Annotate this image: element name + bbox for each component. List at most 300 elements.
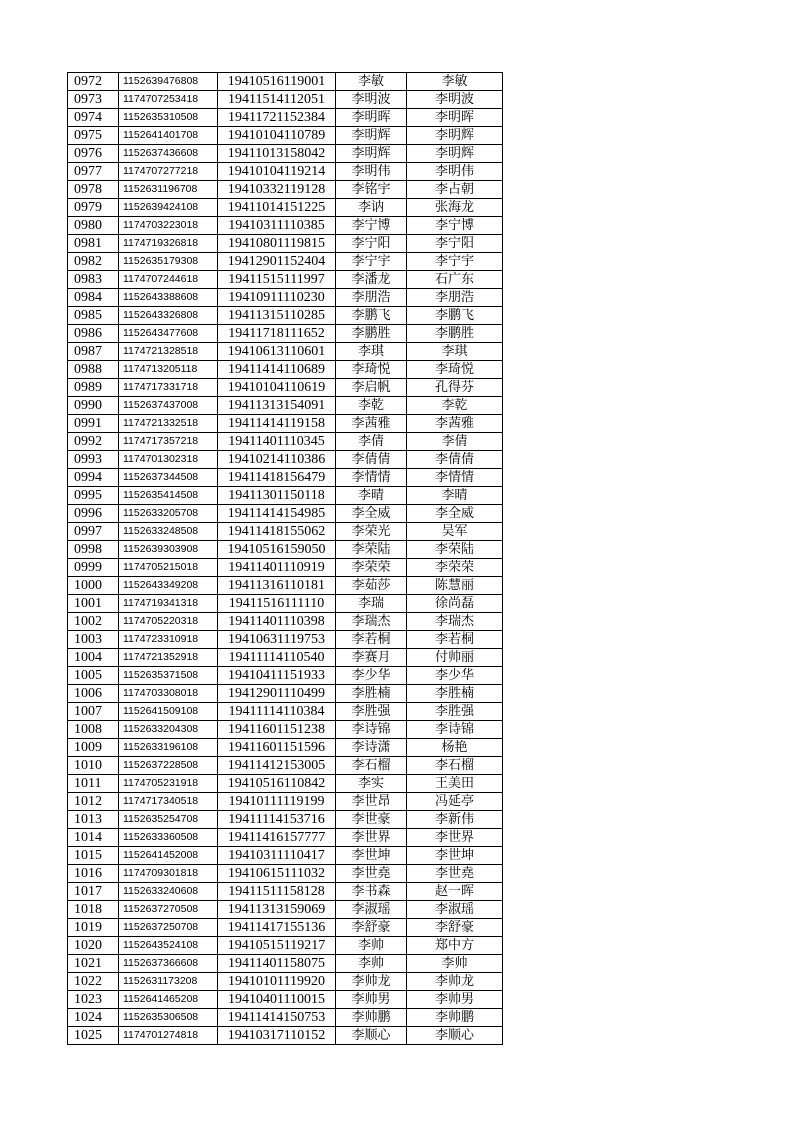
matched-name-cell: 李若桐	[407, 631, 503, 649]
exam-number-cell: 19411414154985	[218, 505, 336, 523]
table-row	[68, 325, 503, 343]
table-row	[68, 1009, 503, 1027]
exam-number-cell: 19410101119920	[218, 973, 336, 991]
name-cell: 李琦悦	[336, 361, 407, 379]
exam-number-cell: 19411601151238	[218, 721, 336, 739]
name-cell: 李明伟	[336, 163, 407, 181]
id-number-cell: 1174701274818	[119, 1027, 218, 1045]
name-cell: 李乾	[336, 397, 407, 415]
matched-name-cell: 李帅龙	[407, 973, 503, 991]
sequence-number-cell: 1005	[68, 667, 119, 685]
exam-number-cell: 19410401110015	[218, 991, 336, 1009]
sequence-number-cell: 0976	[68, 145, 119, 163]
sequence-number-cell: 1000	[68, 577, 119, 595]
exam-number-cell: 19410911110230	[218, 289, 336, 307]
name-cell: 李宁宇	[336, 253, 407, 271]
table-row	[68, 703, 503, 721]
exam-number-cell: 19410311110417	[218, 847, 336, 865]
table-row	[68, 955, 503, 973]
name-cell: 李宁阳	[336, 235, 407, 253]
name-cell: 李全威	[336, 505, 407, 523]
sequence-number-cell: 0985	[68, 307, 119, 325]
id-number-cell: 1152633240608	[119, 883, 218, 901]
table-row	[68, 433, 503, 451]
table-row	[68, 631, 503, 649]
sequence-number-cell: 0999	[68, 559, 119, 577]
name-cell: 李荣陆	[336, 541, 407, 559]
table-row	[68, 487, 503, 505]
exam-number-cell: 19411114110384	[218, 703, 336, 721]
exam-number-cell: 19410801119815	[218, 235, 336, 253]
sequence-number-cell: 0974	[68, 109, 119, 127]
id-number-cell: 1152639424108	[119, 199, 218, 217]
sequence-number-cell: 0991	[68, 415, 119, 433]
table-row	[68, 307, 503, 325]
matched-name-cell: 李荣陆	[407, 541, 503, 559]
id-number-cell: 1174705220318	[119, 613, 218, 631]
matched-name-cell: 李朋浩	[407, 289, 503, 307]
table-row	[68, 253, 503, 271]
sequence-number-cell: 0998	[68, 541, 119, 559]
table-row	[68, 181, 503, 199]
matched-name-cell: 李明辉	[407, 145, 503, 163]
sequence-number-cell: 0982	[68, 253, 119, 271]
name-cell: 李石榴	[336, 757, 407, 775]
matched-name-cell: 李石榴	[407, 757, 503, 775]
table-row	[68, 217, 503, 235]
table-row	[68, 649, 503, 667]
matched-name-cell: 李宁阳	[407, 235, 503, 253]
matched-name-cell: 李全威	[407, 505, 503, 523]
name-cell: 李讷	[336, 199, 407, 217]
matched-name-cell: 李明波	[407, 91, 503, 109]
name-cell: 李敏	[336, 73, 407, 91]
table-row	[68, 199, 503, 217]
sequence-number-cell: 1022	[68, 973, 119, 991]
table-row	[68, 865, 503, 883]
sequence-number-cell: 1004	[68, 649, 119, 667]
table-row	[68, 505, 503, 523]
id-number-cell: 1174709301818	[119, 865, 218, 883]
exam-number-cell: 19410111119199	[218, 793, 336, 811]
table-row	[68, 847, 503, 865]
id-number-cell: 1174719326818	[119, 235, 218, 253]
id-number-cell: 1152641452008	[119, 847, 218, 865]
sequence-number-cell: 0990	[68, 397, 119, 415]
table-row	[68, 991, 503, 1009]
sequence-number-cell: 1003	[68, 631, 119, 649]
sequence-number-cell: 1020	[68, 937, 119, 955]
id-number-cell: 1152635306508	[119, 1009, 218, 1027]
table-row	[68, 343, 503, 361]
matched-name-cell: 李倩	[407, 433, 503, 451]
exam-number-cell: 19411601151596	[218, 739, 336, 757]
name-cell: 李少华	[336, 667, 407, 685]
id-number-cell: 1152633204308	[119, 721, 218, 739]
table-row	[68, 793, 503, 811]
id-number-cell: 1152643326808	[119, 307, 218, 325]
id-number-cell: 1152643388608	[119, 289, 218, 307]
table-row	[68, 901, 503, 919]
sequence-number-cell: 0977	[68, 163, 119, 181]
name-cell: 李荣荣	[336, 559, 407, 577]
table-row	[68, 73, 503, 91]
table-row	[68, 667, 503, 685]
sequence-number-cell: 1018	[68, 901, 119, 919]
id-number-cell: 1152637437008	[119, 397, 218, 415]
matched-name-cell: 李茜雅	[407, 415, 503, 433]
exam-number-cell: 19411313159069	[218, 901, 336, 919]
matched-name-cell: 杨艳	[407, 739, 503, 757]
exam-number-cell: 19410104110789	[218, 127, 336, 145]
table-row	[68, 451, 503, 469]
sequence-number-cell: 1008	[68, 721, 119, 739]
id-number-cell: 1152637366608	[119, 955, 218, 973]
sequence-number-cell: 0986	[68, 325, 119, 343]
matched-name-cell: 李晴	[407, 487, 503, 505]
exam-number-cell: 19411417155136	[218, 919, 336, 937]
exam-number-cell: 19411114153716	[218, 811, 336, 829]
table-row	[68, 685, 503, 703]
id-number-cell: 1174705231918	[119, 775, 218, 793]
matched-name-cell: 李顺心	[407, 1027, 503, 1045]
table-row	[68, 145, 503, 163]
name-cell: 李世昂	[336, 793, 407, 811]
table-row	[68, 937, 503, 955]
exam-number-cell: 19411313154091	[218, 397, 336, 415]
matched-name-cell: 赵一晖	[407, 883, 503, 901]
exam-number-cell: 19412901152404	[218, 253, 336, 271]
table-row	[68, 595, 503, 613]
sequence-number-cell: 1013	[68, 811, 119, 829]
matched-name-cell: 李新伟	[407, 811, 503, 829]
sequence-number-cell: 1012	[68, 793, 119, 811]
id-number-cell: 1174701302318	[119, 451, 218, 469]
sequence-number-cell: 1009	[68, 739, 119, 757]
matched-name-cell: 李宁宇	[407, 253, 503, 271]
matched-name-cell: 李世坤	[407, 847, 503, 865]
sequence-number-cell: 0996	[68, 505, 119, 523]
id-number-cell: 1152641465208	[119, 991, 218, 1009]
exam-number-cell: 19411418156479	[218, 469, 336, 487]
id-number-cell: 1152631173208	[119, 973, 218, 991]
table-row	[68, 523, 503, 541]
matched-name-cell: 孔得芬	[407, 379, 503, 397]
exam-number-cell: 19410332119128	[218, 181, 336, 199]
matched-name-cell: 李鹏胜	[407, 325, 503, 343]
table-row	[68, 271, 503, 289]
name-cell: 李赛月	[336, 649, 407, 667]
id-number-cell: 1174723310918	[119, 631, 218, 649]
name-cell: 李潘龙	[336, 271, 407, 289]
name-cell: 李鹏胜	[336, 325, 407, 343]
matched-name-cell: 李明辉	[407, 127, 503, 145]
id-number-cell: 1152639303908	[119, 541, 218, 559]
matched-name-cell: 李世界	[407, 829, 503, 847]
matched-name-cell: 张海龙	[407, 199, 503, 217]
name-cell: 李茹莎	[336, 577, 407, 595]
name-cell: 李世界	[336, 829, 407, 847]
id-number-cell: 1174717357218	[119, 433, 218, 451]
matched-name-cell: 李帅鹏	[407, 1009, 503, 1027]
name-cell: 李实	[336, 775, 407, 793]
name-cell: 李琪	[336, 343, 407, 361]
sequence-number-cell: 1002	[68, 613, 119, 631]
id-number-cell: 1152643349208	[119, 577, 218, 595]
name-cell: 李若桐	[336, 631, 407, 649]
exam-number-cell: 19410411151933	[218, 667, 336, 685]
id-number-cell: 1152643477608	[119, 325, 218, 343]
name-cell: 李宁博	[336, 217, 407, 235]
matched-name-cell: 李宁博	[407, 217, 503, 235]
sequence-number-cell: 1007	[68, 703, 119, 721]
sequence-number-cell: 0989	[68, 379, 119, 397]
id-number-cell: 1174703308018	[119, 685, 218, 703]
sequence-number-cell: 0984	[68, 289, 119, 307]
id-number-cell: 1152635179308	[119, 253, 218, 271]
id-number-cell: 1174713205118	[119, 361, 218, 379]
name-cell: 李诗锦	[336, 721, 407, 739]
sequence-number-cell: 1006	[68, 685, 119, 703]
id-number-cell: 1174719341318	[119, 595, 218, 613]
matched-name-cell: 李淑瑶	[407, 901, 503, 919]
matched-name-cell: 冯延亭	[407, 793, 503, 811]
id-number-cell: 1174703223018	[119, 217, 218, 235]
name-cell: 李铭宇	[336, 181, 407, 199]
name-cell: 李明晖	[336, 109, 407, 127]
id-number-cell: 1152637436608	[119, 145, 218, 163]
id-number-cell: 1152637228508	[119, 757, 218, 775]
exam-number-cell: 19411718111652	[218, 325, 336, 343]
sequence-number-cell: 0975	[68, 127, 119, 145]
name-cell: 李帅	[336, 937, 407, 955]
table-row	[68, 577, 503, 595]
matched-name-cell: 李琦悦	[407, 361, 503, 379]
id-number-cell: 1174707277218	[119, 163, 218, 181]
matched-name-cell: 李世堯	[407, 865, 503, 883]
sequence-number-cell: 1016	[68, 865, 119, 883]
id-number-cell: 1152631196708	[119, 181, 218, 199]
exam-number-cell: 19411515111997	[218, 271, 336, 289]
sequence-number-cell: 1024	[68, 1009, 119, 1027]
name-cell: 李晴	[336, 487, 407, 505]
name-cell: 李朋浩	[336, 289, 407, 307]
exam-number-cell: 19411516111110	[218, 595, 336, 613]
matched-name-cell: 徐尚磊	[407, 595, 503, 613]
name-cell: 李世坤	[336, 847, 407, 865]
name-cell: 李倩	[336, 433, 407, 451]
id-number-cell: 1152643524108	[119, 937, 218, 955]
matched-name-cell: 李明晖	[407, 109, 503, 127]
id-number-cell: 1152641509108	[119, 703, 218, 721]
exam-number-cell: 19410104110619	[218, 379, 336, 397]
exam-number-cell: 19411114110540	[218, 649, 336, 667]
exam-number-cell: 19411014151225	[218, 199, 336, 217]
table-row	[68, 973, 503, 991]
sequence-number-cell: 1023	[68, 991, 119, 1009]
id-number-cell: 1152635414508	[119, 487, 218, 505]
table-row	[68, 775, 503, 793]
exam-number-cell: 19410615111032	[218, 865, 336, 883]
table-row	[68, 757, 503, 775]
matched-name-cell: 王美田	[407, 775, 503, 793]
exam-number-cell: 19410104119214	[218, 163, 336, 181]
matched-name-cell: 吴军	[407, 523, 503, 541]
exam-number-cell: 19410516110842	[218, 775, 336, 793]
sequence-number-cell: 1017	[68, 883, 119, 901]
sequence-number-cell: 1025	[68, 1027, 119, 1045]
table-row	[68, 109, 503, 127]
exam-number-cell: 19411511158128	[218, 883, 336, 901]
matched-name-cell: 李占朝	[407, 181, 503, 199]
name-cell: 李倩倩	[336, 451, 407, 469]
matched-name-cell: 李情情	[407, 469, 503, 487]
id-number-cell: 1152633248508	[119, 523, 218, 541]
name-cell: 李瑞杰	[336, 613, 407, 631]
exam-number-cell: 19410613110601	[218, 343, 336, 361]
id-number-cell: 1152635371508	[119, 667, 218, 685]
matched-name-cell: 李乾	[407, 397, 503, 415]
id-number-cell: 1174705215018	[119, 559, 218, 577]
id-number-cell: 1152633205708	[119, 505, 218, 523]
exam-number-cell: 19411401110345	[218, 433, 336, 451]
id-number-cell: 1152635254708	[119, 811, 218, 829]
sequence-number-cell: 1014	[68, 829, 119, 847]
matched-name-cell: 石广东	[407, 271, 503, 289]
matched-name-cell: 李胜楠	[407, 685, 503, 703]
table-row	[68, 163, 503, 181]
exam-number-cell: 19410515119217	[218, 937, 336, 955]
exam-number-cell: 19410311110385	[218, 217, 336, 235]
sequence-number-cell: 1001	[68, 595, 119, 613]
table-row	[68, 559, 503, 577]
name-cell: 李明波	[336, 91, 407, 109]
table-row	[68, 811, 503, 829]
name-cell: 李瑞	[336, 595, 407, 613]
matched-name-cell: 李敏	[407, 73, 503, 91]
table-row	[68, 721, 503, 739]
id-number-cell: 1174707253418	[119, 91, 218, 109]
sequence-number-cell: 0983	[68, 271, 119, 289]
exam-number-cell: 19411401158075	[218, 955, 336, 973]
exam-number-cell: 19411414150753	[218, 1009, 336, 1027]
matched-name-cell: 郑中方	[407, 937, 503, 955]
exam-number-cell: 19410214110386	[218, 451, 336, 469]
name-cell: 李世堯	[336, 865, 407, 883]
exam-number-cell: 19410631119753	[218, 631, 336, 649]
exam-number-cell: 19411316110181	[218, 577, 336, 595]
sequence-number-cell: 0987	[68, 343, 119, 361]
name-cell: 李情情	[336, 469, 407, 487]
name-cell: 李顺心	[336, 1027, 407, 1045]
table-row	[68, 415, 503, 433]
name-cell: 李世豪	[336, 811, 407, 829]
matched-name-cell: 李诗锦	[407, 721, 503, 739]
table-row	[68, 829, 503, 847]
matched-name-cell: 付帅丽	[407, 649, 503, 667]
id-number-cell: 1174721328518	[119, 343, 218, 361]
exam-number-cell: 19410516159050	[218, 541, 336, 559]
matched-name-cell: 陈慧丽	[407, 577, 503, 595]
data-table	[67, 72, 503, 1045]
matched-name-cell: 李倩倩	[407, 451, 503, 469]
id-number-cell: 1152637250708	[119, 919, 218, 937]
name-cell: 李鹏飞	[336, 307, 407, 325]
table-row	[68, 91, 503, 109]
exam-number-cell: 19411315110285	[218, 307, 336, 325]
exam-number-cell: 19411401110398	[218, 613, 336, 631]
table-row	[68, 127, 503, 145]
matched-name-cell: 李少华	[407, 667, 503, 685]
sequence-number-cell: 1010	[68, 757, 119, 775]
id-number-cell: 1152633360508	[119, 829, 218, 847]
exam-number-cell: 19412901110499	[218, 685, 336, 703]
name-cell: 李帅	[336, 955, 407, 973]
id-number-cell: 1152637344508	[119, 469, 218, 487]
sequence-number-cell: 0994	[68, 469, 119, 487]
id-number-cell: 1152639476808	[119, 73, 218, 91]
name-cell: 李荣光	[336, 523, 407, 541]
name-cell: 李帅鹏	[336, 1009, 407, 1027]
exam-number-cell: 19411414119158	[218, 415, 336, 433]
id-number-cell: 1152637270508	[119, 901, 218, 919]
sequence-number-cell: 0992	[68, 433, 119, 451]
matched-name-cell: 李荣荣	[407, 559, 503, 577]
exam-number-cell: 19411013158042	[218, 145, 336, 163]
id-number-cell: 1152641401708	[119, 127, 218, 145]
name-cell: 李胜强	[336, 703, 407, 721]
sequence-number-cell: 0997	[68, 523, 119, 541]
name-cell: 李书森	[336, 883, 407, 901]
name-cell: 李淑瑶	[336, 901, 407, 919]
exam-number-cell: 19410317110152	[218, 1027, 336, 1045]
name-cell: 李茜雅	[336, 415, 407, 433]
id-number-cell: 1152633196108	[119, 739, 218, 757]
table-row	[68, 289, 503, 307]
sequence-number-cell: 0981	[68, 235, 119, 253]
table-row	[68, 361, 503, 379]
sequence-number-cell: 0979	[68, 199, 119, 217]
name-cell: 李胜楠	[336, 685, 407, 703]
matched-name-cell: 李明伟	[407, 163, 503, 181]
table-row	[68, 235, 503, 253]
sequence-number-cell: 1021	[68, 955, 119, 973]
sequence-number-cell: 0973	[68, 91, 119, 109]
exam-number-cell: 19410516119001	[218, 73, 336, 91]
sequence-number-cell: 0993	[68, 451, 119, 469]
id-number-cell: 1174717331718	[119, 379, 218, 397]
id-number-cell: 1174717340518	[119, 793, 218, 811]
exam-number-cell: 19411412153005	[218, 757, 336, 775]
table-row	[68, 379, 503, 397]
sequence-number-cell: 0972	[68, 73, 119, 91]
sequence-number-cell: 1011	[68, 775, 119, 793]
name-cell: 李启帆	[336, 379, 407, 397]
table-body	[68, 73, 503, 1045]
name-cell: 李帅男	[336, 991, 407, 1009]
exam-number-cell: 19411401110919	[218, 559, 336, 577]
id-number-cell: 1174721352918	[119, 649, 218, 667]
table-row	[68, 613, 503, 631]
matched-name-cell: 李帅男	[407, 991, 503, 1009]
exam-number-cell: 19411418155062	[218, 523, 336, 541]
sequence-number-cell: 0995	[68, 487, 119, 505]
table-row	[68, 1027, 503, 1045]
exam-number-cell: 19411414110689	[218, 361, 336, 379]
table-row	[68, 469, 503, 487]
id-number-cell: 1174707244618	[119, 271, 218, 289]
exam-number-cell: 19411416157777	[218, 829, 336, 847]
